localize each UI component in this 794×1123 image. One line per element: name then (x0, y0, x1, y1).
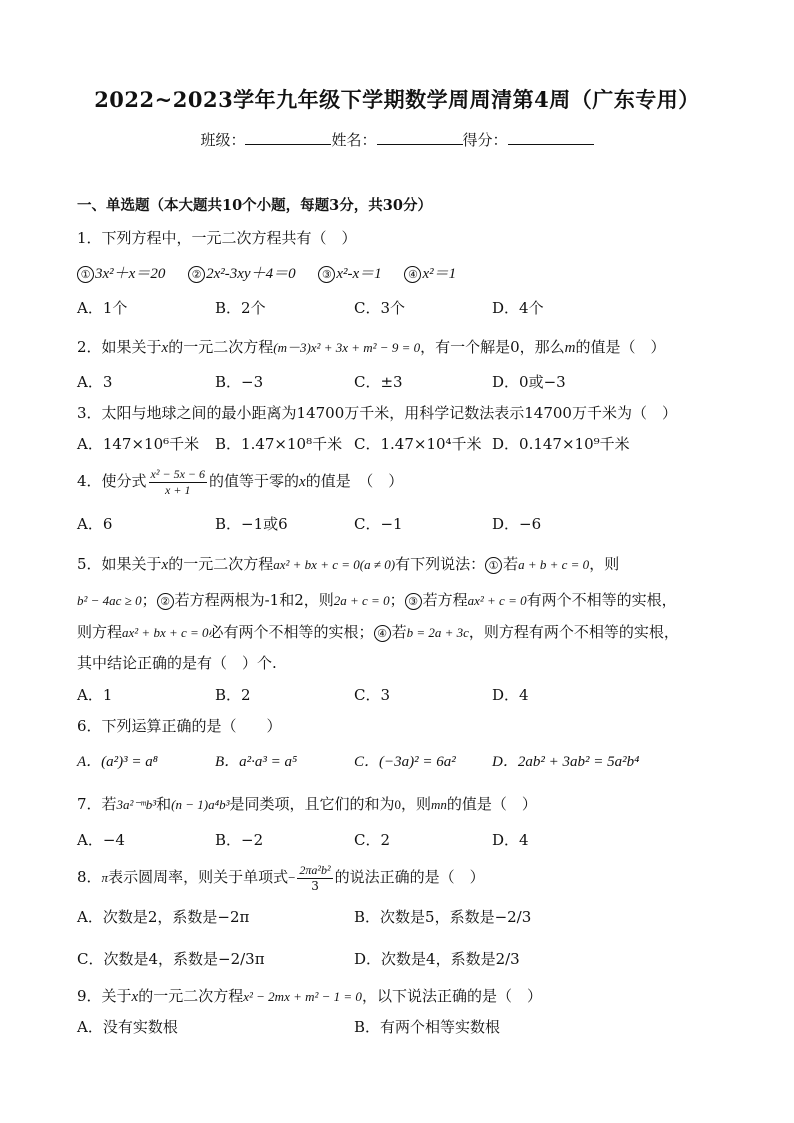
circled-1: ① (77, 266, 94, 283)
circled-2: ② (188, 266, 205, 283)
q2-var-x: x (161, 340, 169, 356)
question-1-option-c[interactable]: C．3个 (354, 299, 406, 317)
name-label: 姓名： (331, 131, 377, 149)
question-6-option-c[interactable]: C．(−3a)² = 6a² (354, 754, 456, 770)
question-2-option-b[interactable]: B．−3 (215, 373, 264, 391)
class-blank[interactable] (245, 130, 331, 145)
q4-fraction (149, 467, 207, 498)
page-title: 2022~2023学年九年级下学期数学周周清第4周（广东专用） (94, 87, 700, 112)
q5-condition-1: a + b + c = 0 (518, 557, 590, 572)
question-4-option-b[interactable]: B．−1或6 (215, 515, 288, 533)
q2-var-m: m (564, 340, 576, 356)
question-2-option-c[interactable]: C．±3 (354, 373, 403, 391)
question-7-option-c[interactable]: C．2 (354, 831, 391, 849)
q4-denominator: x + 1 (165, 482, 191, 497)
equation-1: 3x²＋x＝20 (95, 266, 166, 282)
question-5-option-c[interactable]: C．3 (354, 686, 391, 704)
question-5-option-b[interactable]: B．2 (215, 686, 251, 704)
question-1-items (77, 263, 456, 284)
q7-text-b: 和 (156, 795, 172, 813)
q5-text-m: 若 (391, 623, 407, 641)
q5-text-d: 若 (503, 555, 519, 573)
q8-denominator: 3 (311, 878, 319, 893)
circled-4: ④ (404, 266, 421, 283)
q4-text-b: 的值等于零的 (209, 472, 300, 490)
q5-text-l: 必有两个不相等的实根； (208, 623, 374, 641)
circled-3: ③ (405, 593, 422, 610)
class-label: 班级： (200, 131, 246, 149)
q5-condition-4: b = 2a + 3c (406, 625, 469, 640)
equation-4: x²＝1 (422, 266, 457, 282)
q5-text-k: 则方程 (77, 623, 123, 641)
name-blank[interactable] (377, 130, 463, 145)
equation-3: x²-x＝1 (336, 266, 382, 282)
question-6-option-d[interactable]: D．2ab² + 3ab² = 5a²b⁴ (492, 754, 640, 770)
q5-equation-repeat: ax² + bx + c = 0 (122, 625, 209, 640)
question-5-line-1 (77, 554, 619, 575)
question-7-option-a[interactable]: A．−4 (77, 831, 125, 849)
question-4-option-c[interactable]: C．−1 (354, 515, 403, 533)
section-heading: 一、单选题（本大题共10个小题，每题3分，共30分） (77, 197, 432, 214)
question-7-option-d[interactable]: D．4 (492, 831, 529, 849)
q9-text-c: ，以下说法正确的是（ ） (361, 987, 542, 1005)
score-blank[interactable] (508, 130, 594, 145)
q8-text-b: 的说法正确的是（ ） (334, 868, 485, 886)
q5-text-n: ，则方程有两个不相等的实根， (468, 623, 679, 641)
circled-2: ② (157, 593, 174, 610)
question-6-option-b[interactable]: B．a²·a³ = a⁵ (215, 754, 298, 770)
question-2-option-a[interactable]: A．3 (77, 373, 113, 391)
question-3-stem: 3．太阳与地球之间的最小距离为14700万千米，用科学记数法表示14700万千米为（ ） (77, 404, 677, 422)
q5-text-c: 有下列说法： (395, 555, 486, 573)
question-5-line-3 (77, 622, 679, 643)
question-5-line-4: 其中结论正确的是有（ ）个. (77, 654, 277, 672)
q4-text-a: 4．使分式 (77, 472, 147, 490)
q9-text-a: 9．关于 (77, 987, 132, 1005)
question-9-stem (77, 986, 542, 1007)
q2-text-c: ，有一个解是0，那么 (420, 338, 565, 356)
question-8-option-d[interactable]: D．次数是4，系数是2/3 (354, 950, 520, 968)
q2-text-b: 的一元二次方程 (168, 338, 274, 356)
q7-text-a: 7．若 (77, 795, 117, 813)
question-1-option-b[interactable]: B．2个 (215, 299, 266, 317)
q8-numerator: 2πa²b² (299, 862, 331, 877)
question-7-stem (77, 794, 537, 815)
q2-text-a: 2．如果关于 (77, 338, 162, 356)
q5-text-g: 若方程两根为-1和2，则 (174, 591, 334, 609)
q8-pi: π (101, 870, 109, 885)
question-6-stem: 6．下列运算正确的是（ ） (77, 717, 282, 735)
q8-text-a: 表示圆周率，则关于单项式 (108, 868, 289, 886)
question-9-option-b[interactable]: B．有两个相等实数根 (354, 1018, 501, 1036)
q5-discriminant: b² − 4ac ≥ 0 (77, 593, 142, 608)
q4-text-c: 的值是 （ ） (305, 472, 404, 490)
question-1-option-a[interactable]: A．1个 (77, 299, 128, 317)
q5-condition-3: ax² + c = 0 (467, 593, 527, 608)
question-4-stem (77, 466, 403, 498)
q7-text-c: 是同类项，且它们的和为 (229, 795, 395, 813)
q9-equation: x² − 2mx + m² − 1 = 0 (243, 989, 362, 1004)
q9-var-x: x (131, 989, 139, 1005)
q5-text-i: 若方程 (422, 591, 468, 609)
q5-text-f: ； (141, 591, 157, 609)
question-8-option-a[interactable]: A．次数是2，系数是−2π (77, 908, 250, 926)
question-8-option-b[interactable]: B．次数是5，系数是−2/3 (354, 908, 532, 926)
question-3-option-d[interactable]: D．0.147×10⁹千米 (492, 435, 630, 453)
question-1-option-d[interactable]: D．4个 (492, 299, 544, 317)
student-info-row (0, 129, 794, 150)
question-4-option-a[interactable]: A．6 (77, 515, 113, 533)
q4-numerator: x² − 5x − 6 (150, 466, 205, 481)
question-5-option-a[interactable]: A．1 (77, 686, 113, 704)
question-3-option-b[interactable]: B．1.47×10⁸千米 (215, 435, 343, 453)
question-2-stem (77, 337, 666, 358)
equation-2: 2x²-3xy＋4＝0 (206, 266, 296, 282)
q7-term-1: 3a²⁻ᵐb³ (116, 797, 157, 812)
q5-condition-2: 2a + c = 0 (333, 593, 390, 608)
score-label: 得分： (462, 131, 508, 149)
q5-text-j: 有两个不相等的实根， (526, 591, 677, 609)
q5-text-b: 的一元二次方程 (168, 555, 274, 573)
q4-var-x: x (299, 474, 306, 490)
question-1-stem: 1．下列方程中，一元二次方程共有（ ） (77, 229, 357, 247)
question-7-option-b[interactable]: B．−2 (215, 831, 264, 849)
question-8-stem (77, 862, 485, 894)
question-9-option-a[interactable]: A．没有实数根 (77, 1018, 178, 1036)
q2-text-d: 的值是（ ） (575, 338, 666, 356)
question-3-option-a[interactable]: A．147×10⁶千米 (77, 435, 200, 453)
q2-equation: (m－3)x² + 3x + m² − 9 = 0 (273, 340, 421, 355)
question-5-line-2 (77, 590, 677, 611)
circled-1: ① (485, 557, 502, 574)
q5-text-a: 5．如果关于 (77, 555, 162, 573)
q5-var-x: x (161, 557, 169, 573)
q5-equation-main: ax² + bx + c = 0(a ≠ 0) (273, 557, 396, 572)
question-2-option-d[interactable]: D．0或−3 (492, 373, 566, 391)
q8-minus: − (288, 870, 296, 885)
q8-fraction (297, 863, 332, 894)
q7-text-e: 的值是（ ） (446, 795, 537, 813)
circled-3: ③ (318, 266, 335, 283)
q8-number: 8． (77, 868, 102, 886)
circled-4: ④ (374, 625, 391, 642)
question-3-option-c[interactable]: C．1.47×10⁴千米 (354, 435, 482, 453)
q5-text-h: ； (389, 591, 405, 609)
question-5-option-d[interactable]: D．4 (492, 686, 529, 704)
q7-zero: 0 (394, 797, 402, 812)
question-6-option-a[interactable]: A．(a²)³ = a⁸ (77, 754, 158, 770)
question-4-option-d[interactable]: D．−6 (492, 515, 542, 533)
q7-mn: mn (431, 797, 447, 812)
question-8-option-c[interactable]: C．次数是4，系数是−2/3π (77, 950, 265, 968)
q7-term-2: (n − 1)a⁴b³ (171, 797, 230, 812)
q9-text-b: 的一元二次方程 (138, 987, 244, 1005)
q5-text-e: ，则 (589, 555, 620, 573)
q7-text-d: ，则 (401, 795, 432, 813)
